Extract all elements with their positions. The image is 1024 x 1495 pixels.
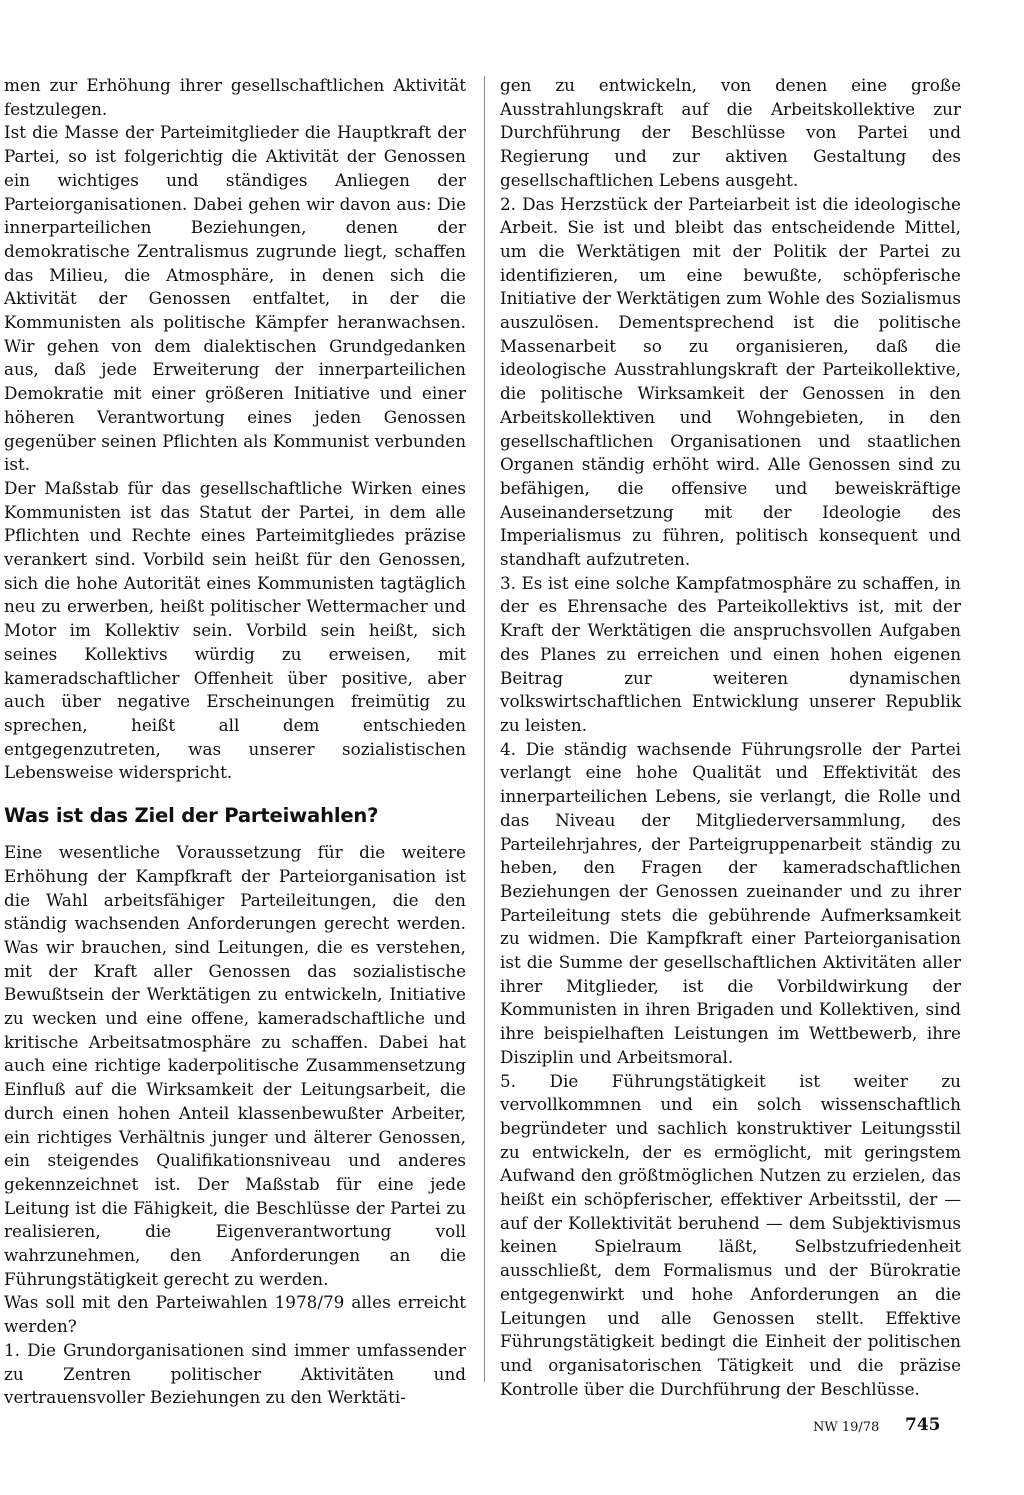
paragraph: Was soll mit den Parteiwahlen 1978/79 alles erreicht werden? <box>4 1292 466 1337</box>
paragraph: gen zu entwickeln, von denen eine große Ausstrahlungskraft auf die Arbeitskollektive zur Durchführung der Beschlüsse von Partei und Regierung und zur aktiven Gestaltung des gesellschaftlichen Lebens ausgeht. <box>500 75 961 190</box>
paragraph: 5. Die Führungstätigkeit ist weiter zu vervollkommnen und ein solch wissenschaftlich begründeter und sachlich konstruktiver Leitungsstil zu entwickeln, der es ermöglicht, mit geringstem Aufwand den größtmöglichen Nutzen zu erzielen, das heißt ein schöpferischer, effektiver Arbeitsstil, der — auf der Kollektivität beruhend — dem Subjektivismus keinen Spielraum läßt, Selbstzufriedenheit ausschließt, dem Formalismus und der Bürokratie entgegenwirkt und hohe Anforderungen an die Leitungen und alle Genossen stellt. Effektive Führungstätigkeit bedingt die Einheit der politischen und organisatorischen Tätigkeit und die präzise Kontrolle über die Durchführung der Beschlüsse. <box>500 1070 961 1399</box>
paragraph: 2. Das Herzstück der Parteiarbeit ist die ideologische Arbeit. Sie ist und bleibt das entscheidende Mittel, um die Werktätigen mit der Politik der Partei zu identifizieren, um eine bewußte, schöpferische Initiative der Werktätigen zum Wohle des Sozialismus auszulösen. Dementsprechend ist die politische Massenarbeit so zu organisieren, daß die ideologische Ausstrahlungskraft der Parteikollektive, die politische Wirksamkeit der Genossen in den Arbeitskollektiven und Wohngebieten, in den gesellschaftlichen Organisationen und staatlichen Organen ständig erhöht wird. Alle Genossen sind zu befähigen, die offensive und beweiskräftige Auseinandersetzung mit der Ideologie des Imperialismus zu führen, politisch konsequent und standhaft aufzutreten. <box>500 193 961 570</box>
left-column <box>4 74 466 1410</box>
page-number: 745 <box>905 1415 941 1435</box>
paragraph: men zur Erhöhung ihrer gesellschaftlichen Aktivität festzulegen. <box>4 75 466 119</box>
paragraph: 4. Die ständig wachsende Führungsrolle der Partei verlangt eine hohe Qualität und Effektivität des innerparteilichen Lebens, sie verlangt, die Rolle und das Niveau der Mitgliederversammlung, des Parteilehrjahres, der Parteigruppenarbeit ständig zu heben, den Fragen der kameradschaftlichen Beziehungen der Genossen zueinander und zu ihrer Parteileitung stets die gebührende Aufmerksamkeit zu widmen. Die Kampfkraft einer Parteiorganisation ist die Summe der gesellschaftlichen Aktivitäten aller ihrer Mitglieder, ist die Vorbildwirkung der Kommunisten in ihren Brigaden und Kollektiven, sind ihre beispielhaften Leistungen im Wettbewerb, ihre Disziplin und Arbeitsmoral. <box>500 738 961 1067</box>
paragraph: Eine wesentliche Voraussetzung für die weitere Erhöhung der Kampfkraft der Parteiorganisation ist die Wahl arbeitsfähiger Parteileitungen, die den ständig wachsenden Anforderungen gerecht werden. Was wir brauchen, sind Leitungen, die es verstehen, mit der Kraft aller Genossen das sozialistische Bewußtsein der Werktätigen zu entwickeln, Initiative zu wecken und eine offene, kameradschaftliche und kritische Arbeitsatmosphäre zu schaffen. Dabei hat auch eine richtige kaderpolitische Zusammensetzung Einfluß auf die Wirksamkeit der Leitungsarbeit, die durch einen hohen Anteil klassenbewußter Arbeiter, ein richtiges Verhältnis junger und älterer Genossen, ein steigendes Qualifikationsniveau und anderes gekennzeichnet ist. Der Maßstab für eine jede Leitung ist die Fähigkeit, die Beschlüsse der Partei zu realisieren, die Eigenverantwortung voll wahrzunehmen, den Anforderungen an die Führungstätigkeit gerecht zu werden. <box>4 842 466 1289</box>
column-divider <box>484 76 485 1382</box>
paragraph: Ist die Masse der Parteimitglieder die Hauptkraft der Partei, so ist folgerichtig die Aktivität der Genossen ein wichtiges und ständiges Anliegen der Parteiorganisationen. Dabei gehen wir davon aus: Die innerparteilichen Beziehungen, denen der demokratische Zentralismus zugrunde liegt, schaffen das Milieu, die Atmosphäre, in denen sich die Aktivität der Genossen entfaltet, in der die Kommunisten als politische Kämpfer heranwachsen. Wir gehen von dem dialektischen Grundgedanken aus, daß jede Erweiterung der innerparteilichen Demokratie mit einer größeren Initiative und einer höheren Verantwortung eines jeden Genossen gegenüber seinen Pflichten als Kommunist verbunden ist. <box>4 122 466 475</box>
issue-reference: NW 19/78 <box>813 1420 880 1435</box>
section-heading: Was ist das Ziel der Parteiwahlen? <box>4 804 379 828</box>
paragraph: 3. Es ist eine solche Kampfatmosphäre zu schaffen, in der es Ehrensache des Parteikollektivs ist, mit der Kraft der Werktätigen die anspruchsvollen Aufgaben des Planes zu erreichen und einen hohen eigenen Beitrag zur weiteren dynamischen volkswirtschaftlichen Entwicklung unserer Republik zu leisten. <box>500 572 961 735</box>
paragraph: Der Maßstab für das gesellschaftliche Wirken eines Kommunisten ist das Statut der Partei, in dem alle Pflichten und Rechte eines Parteimitgliedes präzise verankert sind. Vorbild sein heißt für den Genossen, sich die hohe Autorität eines Kommunisten tagtäglich neu zu erwerben, heißt politischer Wettermacher und Motor im Kollektiv sein. Vorbild sein heißt, sich seines Kollektivs würdig zu erweisen, mit kameradschaftlicher Offenheit über positive, aber auch über negative Erscheinungen freimütig zu sprechen, heißt all dem entschieden entgegenzutreten, was unserer sozialistischen Lebensweise widerspricht. <box>4 477 466 783</box>
right-column <box>500 74 961 1401</box>
paragraph: 1. Die Grundorganisationen sind immer umfassender zu Zentren politischer Aktivitäten und vertrauensvoller Beziehungen zu den Werktäti- <box>4 1339 466 1408</box>
